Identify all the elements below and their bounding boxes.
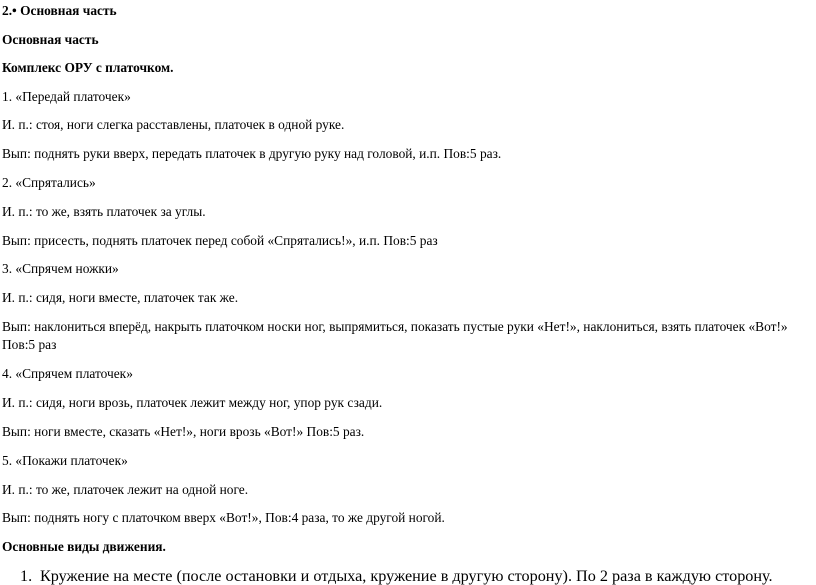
exercise-action: Вып: поднять руки вверх, передать платочек в другую руку над головой, и.п. Пов:5 раз. bbox=[2, 146, 502, 161]
bullet-icon: • bbox=[12, 3, 17, 18]
exercise-title: 3. «Спрячем ножки» bbox=[2, 261, 119, 276]
exercise-action-continuation: Пов:5 раз bbox=[2, 337, 57, 352]
section-heading bbox=[2, 3, 117, 19]
list-item-number: 1. bbox=[20, 567, 33, 585]
exercise-action: Вып: наклониться вперёд, накрыть платочком носки ног, выпрямиться, показать пустые руки «Нет!», наклониться, взять платочек «Вот!» bbox=[2, 319, 788, 334]
exercise-start-position: И. п.: стоя, ноги слегка расставлены, платочек в одной руке. bbox=[2, 117, 345, 132]
exercise-start-position: И. п.: то же, платочек лежит на одной ноге. bbox=[2, 482, 249, 497]
heading-title: Основная часть bbox=[20, 3, 117, 18]
exercise-start-position: И. п.: сидя, ноги врозь, платочек лежит между ног, упор рук сзади. bbox=[2, 395, 383, 410]
exercise-start-position: И. п.: то же, взять платочек за углы. bbox=[2, 204, 206, 219]
exercise-title: 4. «Спрячем платочек» bbox=[2, 366, 133, 381]
list-item-text: Кружение на месте (после остановки и отдыха, кружение в другую сторону). По 2 раза в каждую сторону. bbox=[40, 567, 773, 585]
movements-title: Основные виды движения. bbox=[2, 539, 166, 554]
list-item bbox=[20, 567, 773, 585]
exercise-action: Вып: ноги вместе, сказать «Нет!», ноги врозь «Вот!» Пов:5 раз. bbox=[2, 424, 365, 439]
exercise-action: Вып: поднять ногу с платочком вверх «Вот!», Пов:4 раза, то же другой ногой. bbox=[2, 510, 445, 525]
exercise-title: 2. «Спрятались» bbox=[2, 175, 96, 190]
heading-number: 2. bbox=[2, 3, 13, 18]
exercise-title: 5. «Покажи платочек» bbox=[2, 453, 128, 468]
exercise-action: Вып: присесть, поднять платочек перед собой «Спрятались!», и.п. Пов:5 раз bbox=[2, 233, 438, 248]
complex-title: Комплекс ОРУ с платочком. bbox=[2, 60, 174, 75]
exercise-start-position: И. п.: сидя, ноги вместе, платочек так же. bbox=[2, 290, 239, 305]
section-title: Основная часть bbox=[2, 32, 99, 47]
exercise-title: 1. «Передай платочек» bbox=[2, 89, 131, 104]
